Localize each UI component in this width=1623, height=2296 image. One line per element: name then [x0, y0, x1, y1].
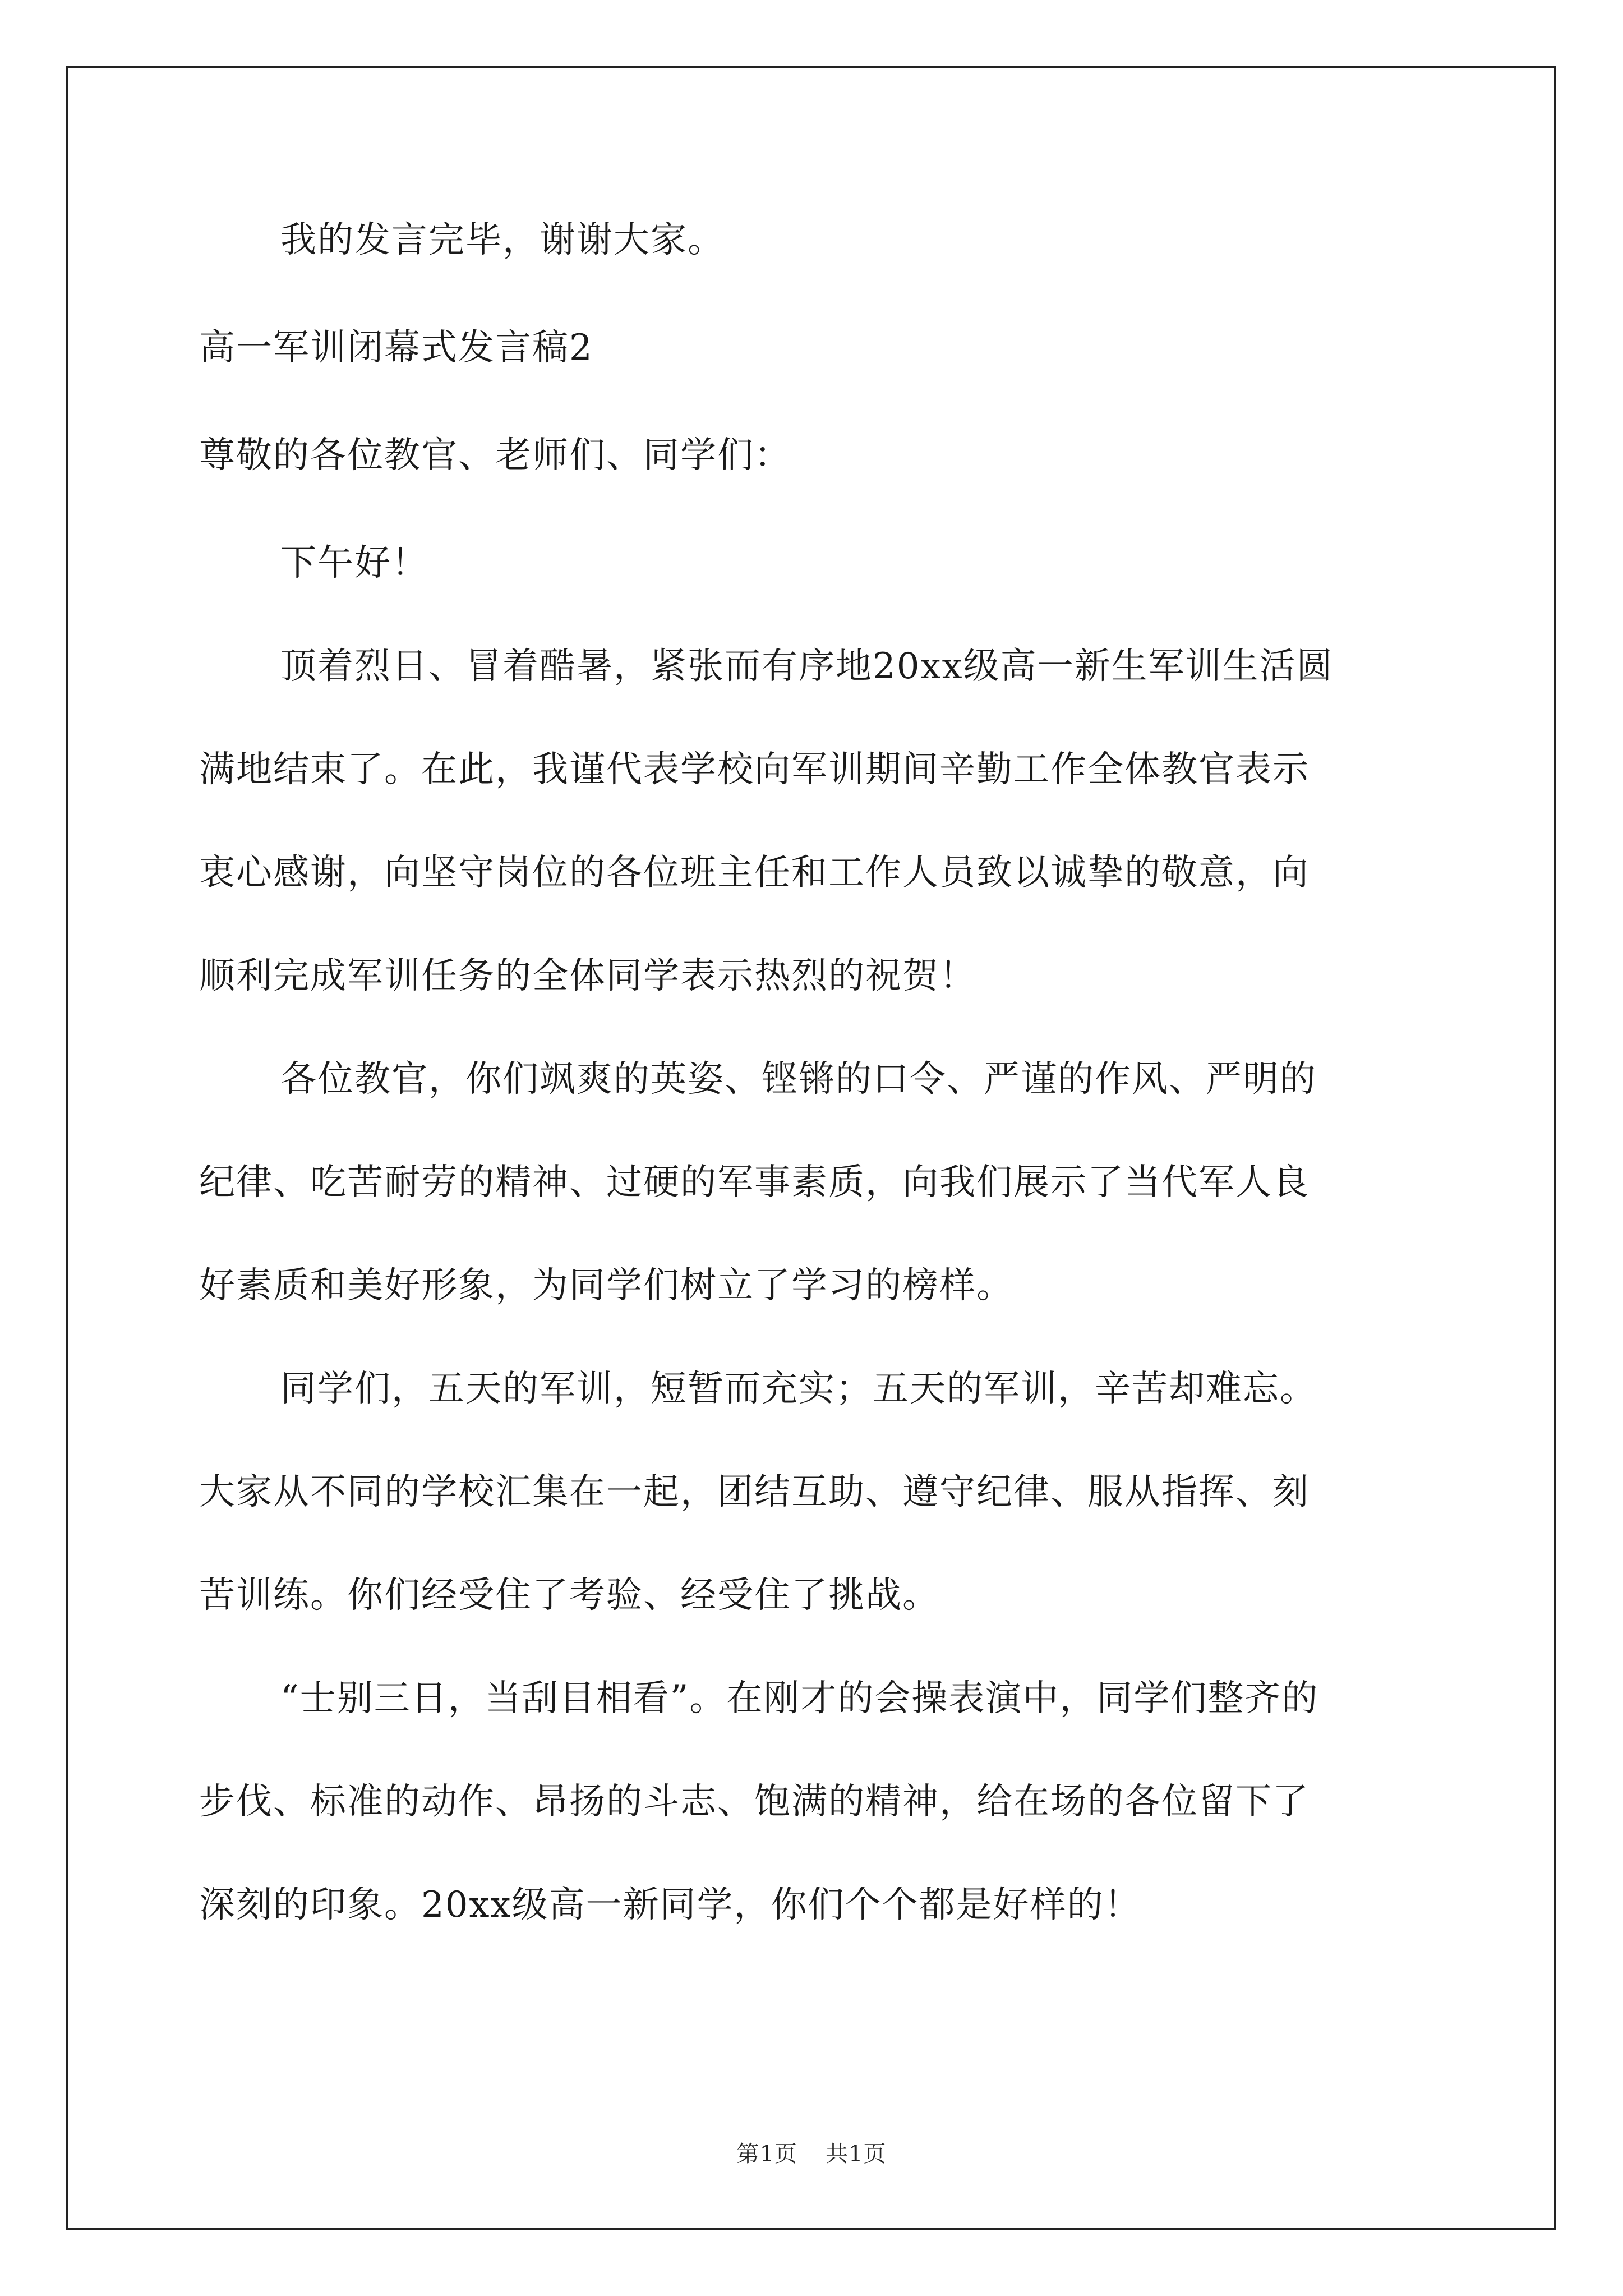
- page-number: 第1页: [736, 2141, 797, 2167]
- paragraph-line: 苦训练。你们经受住了考验、经受住了挑战。: [199, 1575, 939, 1616]
- paragraph-line: 顺利完成军训任务的全体同学表示热烈的祝贺！: [199, 955, 976, 997]
- paragraph-line: 满地结束了。在此，我谨代表学校向军训期间辛勤工作全体教官表示: [199, 749, 1310, 790]
- document-body: [199, 213, 1427, 1932]
- page-footer: [0, 2137, 1623, 2171]
- page-total: 共1页: [826, 2141, 887, 2167]
- document-title: 高一军训闭幕式发言稿2: [199, 327, 593, 369]
- paragraph-line: 深刻的印象。20xx级高一新同学，你们个个都是好样的！: [199, 1884, 1141, 1926]
- paragraph-2: [199, 1052, 1427, 1313]
- paragraph-line: 步伐、标准的动作、昂扬的斗志、饱满的精神，给在场的各位留下了: [199, 1781, 1310, 1823]
- closing-line: 我的发言完毕，谢谢大家。: [280, 219, 725, 261]
- salutation: 尊敬的各位教官、老师们、同学们：: [199, 435, 791, 476]
- paragraph-line: 各位教官，你们飒爽的英姿、铿锵的口令、严谨的作风、严明的: [280, 1059, 1317, 1100]
- paragraph-line: 衷心感谢，向坚守岗位的各位班主任和工作人员致以诚挚的敬意，向: [199, 852, 1310, 894]
- paragraph-line: 纪律、吃苦耐劳的精神、过硬的军事素质，向我们展示了当代军人良: [199, 1162, 1310, 1203]
- paragraph-4: [199, 1672, 1427, 1932]
- paragraph-line: 同学们，五天的军训，短暂而充实；五天的军训，辛苦却难忘。: [280, 1368, 1317, 1410]
- paragraph-line: “士别三日，当刮目相看”。在刚才的会操表演中，同学们整齐的: [280, 1678, 1319, 1719]
- paragraph-line: 顶着烈日、冒着酷暑，紧张而有序地20xx级高一新生军训生活圆: [280, 646, 1334, 687]
- paragraph-1: [199, 639, 1427, 1003]
- greeting: 下午好！: [280, 542, 428, 584]
- paragraph-line: 好素质和美好形象，为同学们树立了学习的榜样。: [199, 1265, 1013, 1306]
- paragraph-line: 大家从不同的学校汇集在一起，团结互助、遵守纪律、服从指挥、刻: [199, 1471, 1310, 1513]
- paragraph-3: [199, 1362, 1427, 1622]
